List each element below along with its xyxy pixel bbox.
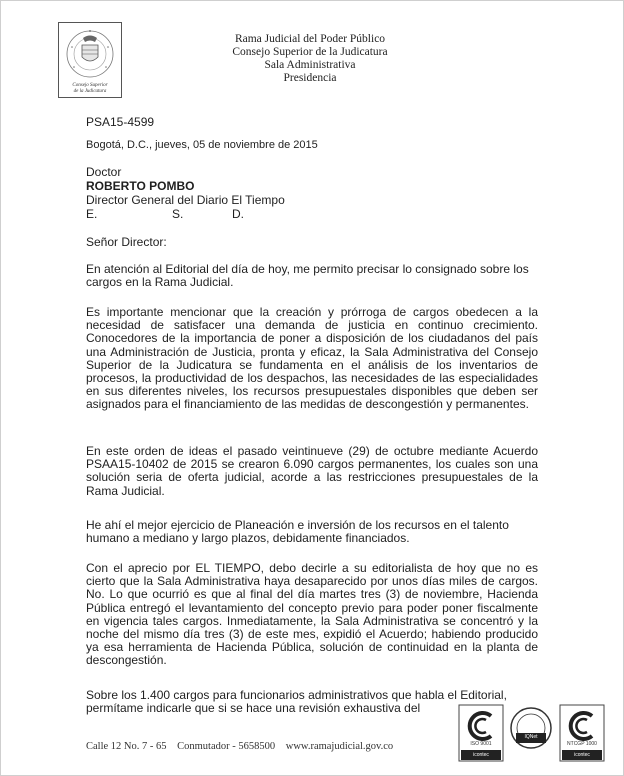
addressee-block xyxy=(86,165,285,221)
esd-s: S. xyxy=(172,207,184,221)
iso-9001-certification-seal xyxy=(458,704,504,762)
icontec-label-1: icontec xyxy=(473,752,489,758)
reference-number: PSA15-4599 xyxy=(86,115,155,129)
letterhead-line-1: Rama Judicial del Poder Público xyxy=(234,33,386,45)
footer-phone: Conmutador - 5658500 xyxy=(177,741,276,752)
paragraph-1: En atención al Editorial del día de hoy, me permito precisar lo consignado sobre los cargos en la Rama Judicial. xyxy=(86,262,529,290)
letterhead-line-3: Sala Administrativa xyxy=(264,59,356,71)
paragraph-4: He ahí el mejor ejercicio de Planeación e inversión de los recursos en el talento humano a mediano y largo plazos, debidamente financiados. xyxy=(86,518,509,546)
recipient-role: Director General del Diario El Tiempo xyxy=(86,193,285,207)
icontec-label-2: icontec xyxy=(574,752,590,758)
footer-address: Calle 12 No. 7 - 65 xyxy=(86,741,167,752)
footer-website: www.ramajudicial.gov.co xyxy=(285,741,394,752)
recipient-name: ROBERTO POMBO xyxy=(86,179,195,193)
logo-caption: Consejo Superior de la Judicatura xyxy=(72,83,108,94)
paragraph-5: Con el aprecio por EL TIEMPO, debo decirle a su editorialista de hoy que no es cierto que la Sala Administrativa haya desaparecido por unos días miles de cargos. No. Lo que ocurrió es que al final del día martes tres (3) de noviembre, Hacienda Pública entregó el levantamiento del concepto previo para poder poner fiscalmente en vigencia tales cargos. Inmediatamente, la Sala Administrativa se concentró y la noche del mismo día tres (3) de este mes, expidió el Acuerdo; habiendo producido ya esa herramienta de Hacienda Pública, solución de continuidad en la planta de descongestión. xyxy=(86,561,538,668)
letterhead xyxy=(180,33,440,85)
iqnet-label: IQNet xyxy=(524,734,538,740)
letterhead-line-4: Presidencia xyxy=(283,72,337,84)
iso-label: ISO 9001 xyxy=(470,741,492,747)
letterhead-line-2: Consejo Superior de la Judicatura xyxy=(232,46,388,58)
ntcgp-certification-seal xyxy=(559,704,605,762)
greeting: Señor Director: xyxy=(86,235,167,249)
iqnet-certification-seal xyxy=(508,704,554,762)
salutation-title: Doctor xyxy=(86,165,122,179)
coat-of-arms-icon xyxy=(65,27,115,81)
footer-contact xyxy=(86,741,401,752)
esd-line xyxy=(86,207,285,221)
judicial-seal-logo xyxy=(58,22,122,98)
iqnet-icon xyxy=(508,704,554,762)
ntcgp-label: NTCGP 1000 xyxy=(567,741,597,747)
dateline: Bogotá, D.C., jueves, 05 de noviembre de 2015 xyxy=(86,139,318,151)
paragraph-3: En este orden de ideas el pasado veintinueve (29) de octubre mediante Acuerdo PSAA15-10402 de 2015 se crearon 6.090 cargos permanentes, los cuales son una solución seria de oferta judicial, acorde a las restricciones presupuestales de la Rama Judicial. xyxy=(86,444,538,498)
esd-d: D. xyxy=(232,207,244,221)
paragraph-6-line-2: permítame indicarle que si se hace una revisión exhaustiva del xyxy=(86,701,421,716)
paragraph-6-line-1: Sobre los 1.400 cargos para funcionarios administrativos que habla el Editorial, xyxy=(86,688,507,702)
esd-e: E. xyxy=(86,207,98,221)
paragraph-2: Es importante mencionar que la creación y prórroga de cargos obedecen a la necesidad de satisfacer una demanda de justicia en continuo crecimiento. Conocedores de la importancia de poner a disposición de los ciudadanos del país una Administración de Justicia, pronta y eficaz, la Sala Administrativa del Consejo Superior de la Judicatura se fundamenta en el análisis de los inventarios de procesos, la productividad de los despachos, las necesidades de las especialidades en sus diferentes niveles, los recursos presupuestales disponibles que deben ser asignados para el financiamiento de las medidas de descongestión y permanentes. xyxy=(86,305,538,412)
